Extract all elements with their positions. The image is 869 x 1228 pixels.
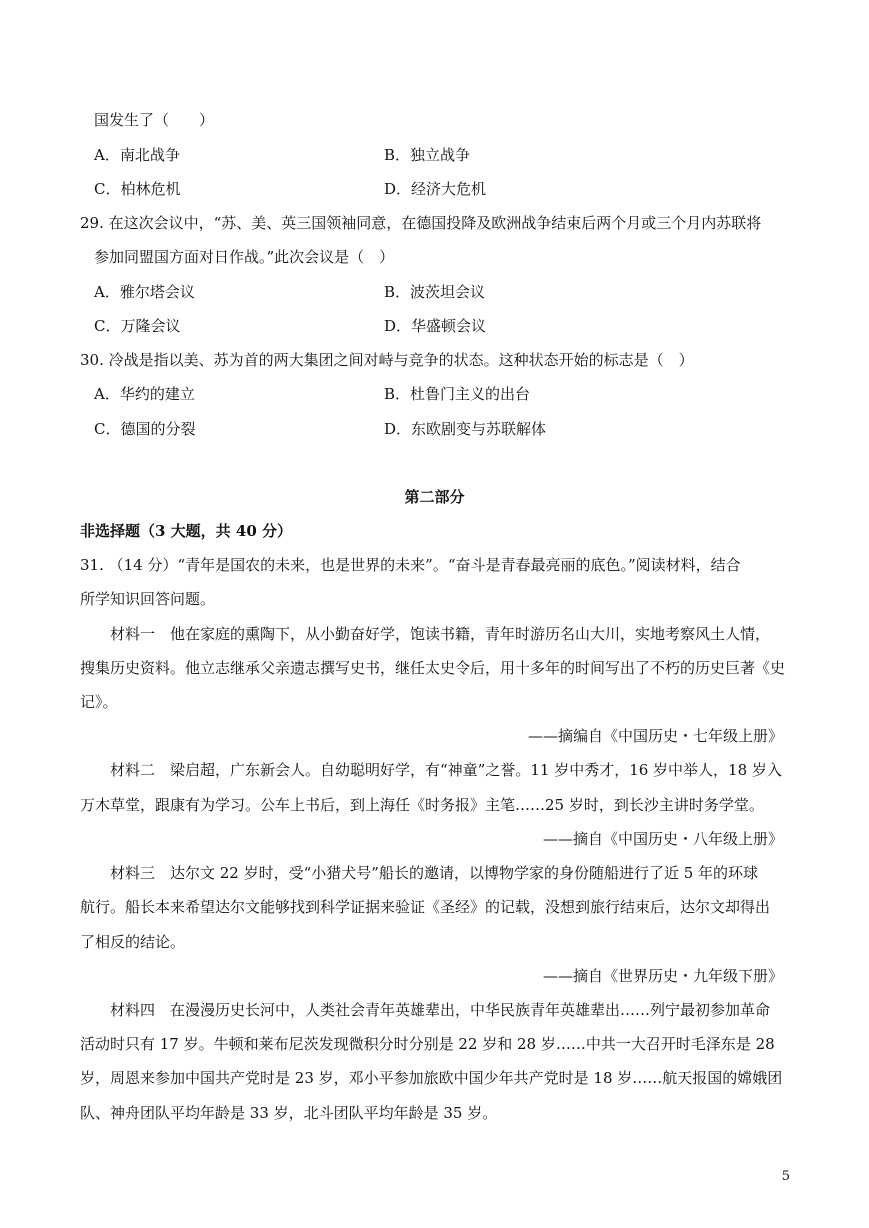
material-1-line3: 记》。 xyxy=(80,693,118,711)
material-4-line4: 队、神舟团队平均年龄是 33 岁，北斗团队平均年龄是 35 岁。 xyxy=(80,1104,498,1122)
material-2-line1: 材料二 梁启超，广东新会人。自幼聪明好学，有“神童”之誉。11 岁中秀才，16 岁中举人，18 岁入 xyxy=(110,761,782,779)
q29-option-d: D．华盛顿会议 xyxy=(384,317,487,335)
material-3-line3: 了相反的结论。 xyxy=(80,933,186,951)
material-3-source: ——摘自《世界历史・九年级下册》 xyxy=(542,967,783,985)
material-4-line3: 岁，周恩来参加中国共产党时是 23 岁，邓小平参加旅欧中国少年共产党时是 18 岁……航天报国的嫦娥团 xyxy=(80,1069,783,1087)
material-4-line1: 材料四 在漫漫历史长河中，人类社会青年英雄辈出，中华民族青年英雄辈出……列宁最初参加革命 xyxy=(110,1001,771,1019)
q31-stem-line1: 31. （14 分）“青年是国农的未来，也是世界的未来”。“奋斗是青春最亮丽的底色。”阅读材料，结合 xyxy=(80,556,741,574)
material-4-line2: 活动时只有 17 岁。牛顿和莱布尼茨发现微积分时分别是 22 岁和 28 岁……中共一大召开时毛泽东是 28 xyxy=(80,1035,775,1053)
q28-stem-continued: 国发生了（ ） xyxy=(94,111,215,129)
material-3-line2: 航行。船长本来希望达尔文能够找到科学证据来验证《圣经》的记载，没想到旅行结束后，达尔文却得出 xyxy=(80,898,771,916)
q28-option-b: B．独立战争 xyxy=(384,146,471,164)
q29-stem-line2: 参加同盟国方面对日作战。”此次会议是（ ） xyxy=(94,248,395,266)
q28-option-a: A．南北战争 xyxy=(94,146,180,164)
q28-option-d: D．经济大危机 xyxy=(384,180,487,198)
q29-option-b: B．波茨坦会议 xyxy=(384,283,486,301)
q29-option-c: C．万隆会议 xyxy=(94,317,181,335)
q30-option-c: C．德国的分裂 xyxy=(94,420,196,438)
page-number: 5 xyxy=(781,1169,790,1184)
q29-stem-line1: 29. 在这次会议中，“苏、美、英三国领袖同意，在德国投降及欧洲战争结束后两个月或三个月内苏联将 xyxy=(80,214,762,232)
material-3-line1: 材料三 达尔文 22 岁时，受“小猎犬号”船长的邀请，以博物学家的身份随船进行了近 5 年的环球 xyxy=(110,864,759,882)
q30-option-a: A．华约的建立 xyxy=(94,385,195,403)
part-two-title: 第二部分 xyxy=(404,488,465,506)
material-1-line2: 搜集历史资料。他立志继承父亲遗志撰写史书，继任太史令后，用十多年的时间写出了不朽的历史巨著《史 xyxy=(80,659,786,677)
q30-option-d: D．东欧剧变与苏联解体 xyxy=(384,420,547,438)
part-two-subtitle: 非选择题（3 大题，共 40 分） xyxy=(80,522,292,540)
material-1-source: ——摘编自《中国历史・七年级上册》 xyxy=(527,727,783,745)
q31-stem-line2: 所学知识回答问题。 xyxy=(80,590,216,608)
q29-option-a: A．雅尔塔会议 xyxy=(94,283,195,301)
material-1-line1: 材料一 他在家庭的熏陶下，从小勤奋好学，饱读书籍，青年时游历名山大川，实地考察风土人情， xyxy=(110,625,771,643)
material-2-source: ——摘自《中国历史・八年级上册》 xyxy=(542,830,783,848)
q30-option-b: B．杜鲁门主义的出台 xyxy=(384,385,531,403)
q30-stem: 30. 冷战是指以美、苏为首的两大集团之间对峙与竞争的状态。这种状态开始的标志是（ ） xyxy=(80,351,694,369)
material-2-line2: 万木草堂，跟康有为学习。公车上书后，到上海任《时务报》主笔……25 岁时，到长沙主讲时务学堂。 xyxy=(80,796,764,814)
q28-option-c: C．柏林危机 xyxy=(94,180,181,198)
